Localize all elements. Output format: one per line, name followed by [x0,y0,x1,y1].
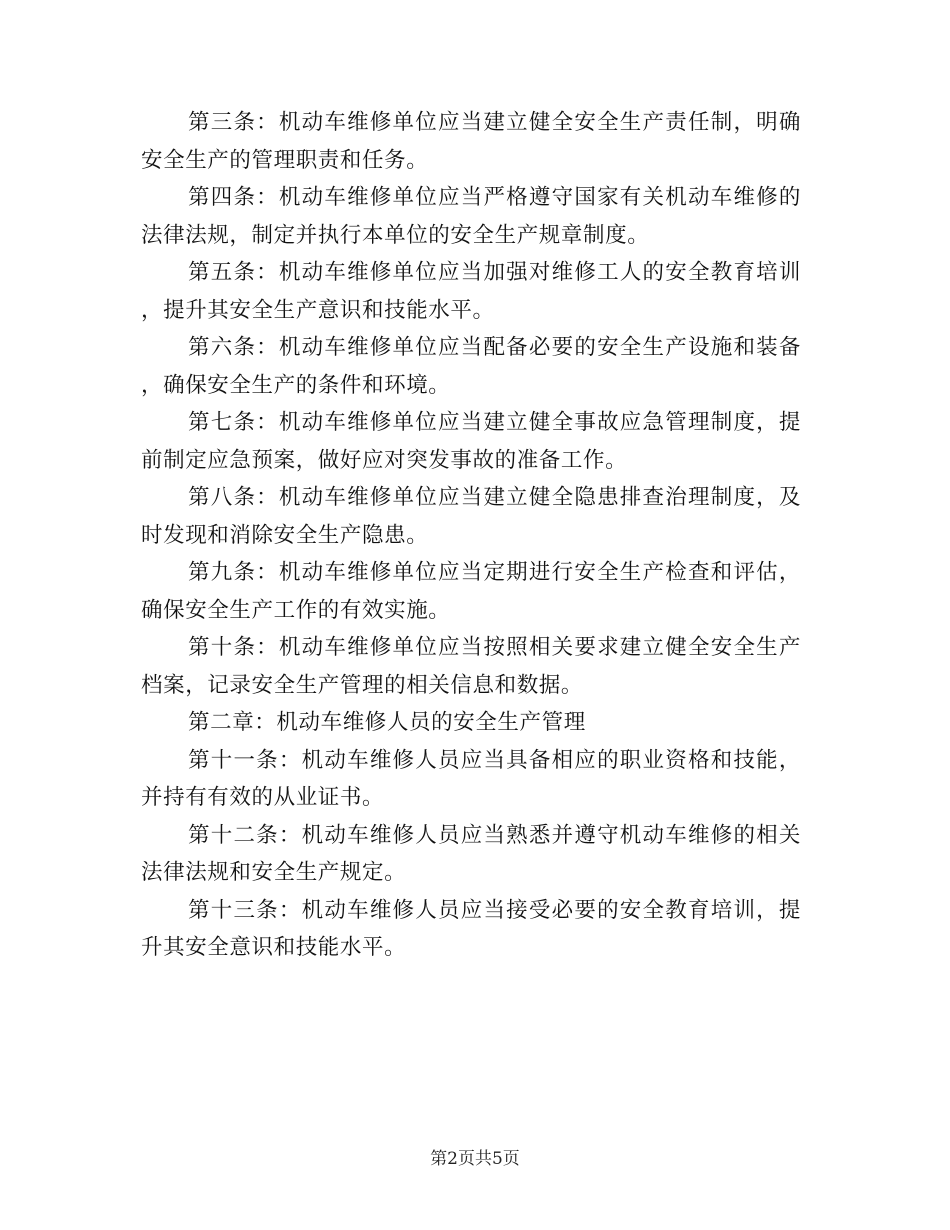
article-12-paragraph: 第十二条：机动车维修人员应当熟悉并遵守机动车维修的相关法律法规和安全生产规定。 [141,822,801,885]
article-7-paragraph: 第七条：机动车维修单位应当建立健全事故应急管理制度，提前制定应急预案，做好应对突发事故的准备工作。 [141,410,801,473]
article-10-paragraph: 第十条：机动车维修单位应当按照相关要求建立健全安全生产档案，记录安全生产管理的相关信息和数据。 [141,635,801,698]
article-8-paragraph: 第八条：机动车维修单位应当建立健全隐患排查治理制度，及时发现和消除安全生产隐患。 [141,485,801,548]
article-6-paragraph: 第六条：机动车维修单位应当配备必要的安全生产设施和装备，确保安全生产的条件和环境。 [141,335,801,398]
page-number-footer: 第2页共5页 [430,1149,520,1169]
article-5-paragraph: 第五条：机动车维修单位应当加强对维修工人的安全教育培训，提升其安全生产意识和技能水平。 [141,260,801,323]
article-3-paragraph: 第三条：机动车维修单位应当建立健全安全生产责任制，明确安全生产的管理职责和任务。 [141,110,801,173]
article-13-paragraph: 第十三条：机动车维修人员应当接受必要的安全教育培训，提升其安全意识和技能水平。 [141,897,801,960]
chapter-2-heading: 第二章：机动车维修人员的安全生产管理 [188,710,586,735]
document-body [141,104,801,967]
article-11-paragraph: 第十一条：机动车维修人员应当具备相应的职业资格和技能，并持有有效的从业证书。 [141,747,801,810]
article-9-paragraph: 第九条：机动车维修单位应当定期进行安全生产检查和评估，确保安全生产工作的有效实施。 [141,560,801,623]
article-4-paragraph: 第四条：机动车维修单位应当严格遵守国家有关机动车维修的法律法规，制定并执行本单位的安全生产规章制度。 [141,185,801,248]
